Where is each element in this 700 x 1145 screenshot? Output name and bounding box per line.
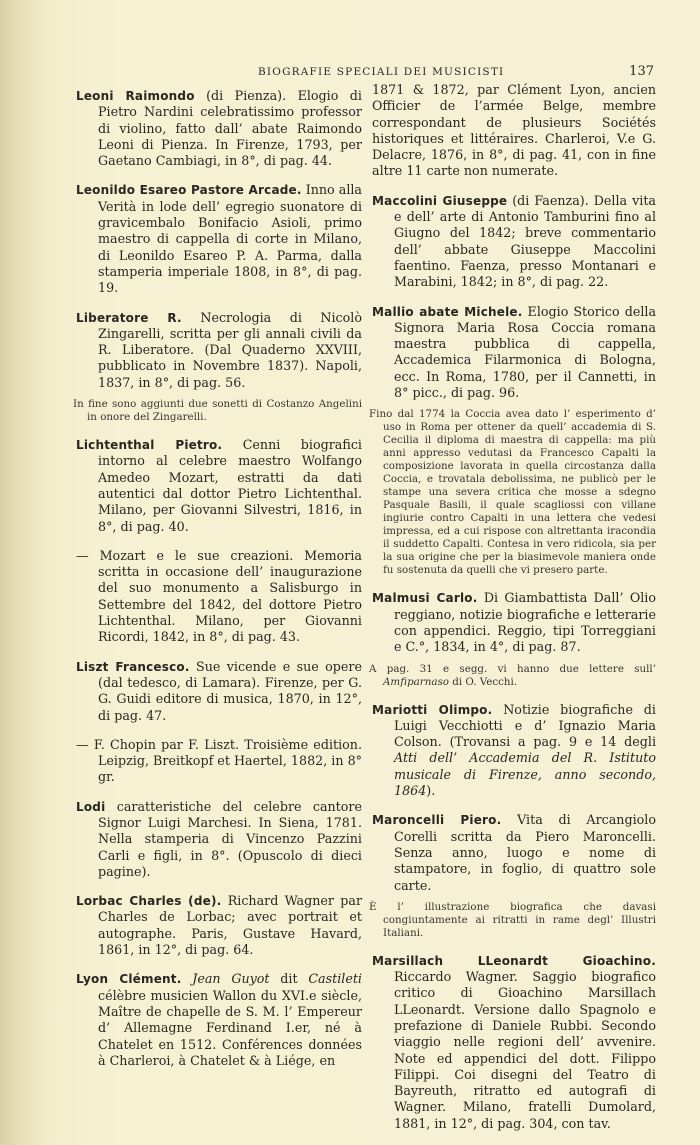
entry-text: Sue vicende e sue opere (dal tedesco, di Lamara). Firenze, per G. G. Guidi editore di musica, 1870, in 12°, di pag. 47. [98, 658, 362, 723]
entry-name: Lyon Clément. [76, 972, 182, 987]
entry-text: Di Giambattista Dall’ Olio reggiano, notizie biografiche e letterarie con appendici. Reggio, tipi Torreggiani e C.°, 1834, in 4°, di pag. 87. [394, 590, 657, 655]
entry-name: Liberatore R. [76, 310, 182, 325]
right-column [369, 82, 657, 1145]
entry-note [369, 663, 656, 689]
entry-note: Fino dal 1774 la Coccia avea dato l’ esperimento d’ uso in Roma per ottener da quell’ accademia di S. Cecilia il diploma di maestra di cappella: ma più anni appresso vedutasi da Francesco Capalti la composizione lavorata in quella circostanza dalla Coccia, e trovatala debolissima, ne publicò per le stampe una severa critica che mosse a sdegno Pasquale Basili, il quale scagliossi con villane ingiurie contro Capalti in una lettera che vedesi impressa, ed a cui rispose con altrettanta iracondia il suddetto Capalti. Contesa in vero ridicola, sia per la sua origine che per la biasimevole maniera onde fu sostenuta da quelli che vi presero parte. [369, 408, 656, 577]
entry-text: dit [269, 971, 309, 987]
entry-malmusi [372, 590, 656, 655]
entry-name: Liszt Francesco. [76, 659, 190, 674]
entry-dash-continuation: — F. Chopin par F. Liszt. Troisième edition. Leipzig, Breitkopf et Haertel, 1882, in 8° gr. [76, 736, 362, 785]
entry-text: Riccardo Wagner. Saggio biografico critico di Gioachino Marsillach LLeonardt. Versione dallo Spagnolo e prefazione di Daniele Rubbi. Secondo viaggio nelle regioni dell’ avvenire. Note ed appendici del dott. Filippo Filippi. Coi disegni del Teatro di Bayreuth, ritratto ed autografi di Wagner. Milano, fratelli Dumolard, 1881, in 12°, di pag. 304, con tav. [394, 969, 656, 1131]
entry-text: Cenni biografici intorno al celebre maestro Wolfango Amedeo Mozart, estratti da dati autentici dal dottor Pietro Lichtenthal. Milano, per Giovanni Silvestri, 1816, in 8°, di pag. 40. [98, 437, 362, 534]
entry-text: Notizie biografiche di Luigi Vecchiotti e d’ Ignazio Maria Colson. (Trovansi a pag. 9 e 14 degli [394, 701, 656, 750]
page-number: 137 [629, 64, 654, 79]
entry-lyon [76, 971, 362, 1069]
entry-lyon-continued: 1871 & 1872, par Clément Lyon, ancien Officier de l’armée Belge, membre correspondant de plusieurs Sociétés historiques et littéraires. Charleroi, V.e G. Delacre, 1876, in 8°, di pag. 41, con in fine altre 11 carte non numerate. [372, 82, 656, 179]
entry-mariotti [372, 702, 656, 800]
entry-name: Marsillach LLeonardt Gioachino. [372, 953, 656, 968]
entry-name: Maroncelli Piero. [372, 813, 502, 828]
entry-lichtenthal [76, 437, 362, 535]
running-title: BIOGRAFIE SPECIALI DEI MUSICISTI [258, 66, 505, 78]
entry-name: Maccolini Giuseppe [372, 193, 508, 208]
entry-name: Lorbac Charles (de). [76, 894, 222, 909]
entry-liszt [76, 659, 362, 724]
entry-dash-continuation: — Mozart e le sue creazioni. Memoria scritta in occasione dell’ inaugurazione del suo monumento a Salisburgo in Settembre del 1842, del dottore Pietro Lichtenthal. Milano, per Giovanni Ricordi, 1842, in 8°, di pag. 43. [76, 547, 362, 645]
entry-text: ). [426, 783, 436, 799]
entry-name: Leonildo Esareo Pastore Arcade. [76, 183, 302, 198]
entry-italic: Atti dell’ Accademia del R. Istituto musicale di Firenze, anno secondo, 1864 [394, 750, 656, 799]
entry-liberatore [76, 310, 362, 391]
entry-text: Vita di Arcangiolo Corelli scritta da Piero Maroncelli. Senza anno, luogo e nome di stampatore, in foglio, di quattro sole carte. [394, 812, 656, 893]
entry-text: Inno alla Verità in lode dell’ egregio suonatore di gravicembalo Bonifacio Asioli, primo maestro di cappella di corte in Milano, di Leonildo Esareo P. A. Parma, dalla stamperia imperiale 1808, in 8°, di pag. 19. [98, 182, 362, 296]
entry-italic: Castileti [308, 971, 362, 987]
entry-text: Necrologia di Nicolò Zingarelli, scritta per gli annali civili da R. Liberatore. (Dal Quaderno XXVIII, pubblicato in Novembre 1837). Napoli, 1837, in 8°, di pag. 56. [98, 309, 362, 390]
left-column [73, 88, 363, 1082]
entry-leoni [76, 88, 362, 169]
entry-marsillach [372, 953, 656, 1132]
entry-name: Malmusi Carlo. [372, 591, 478, 606]
entry-name: Mallio abate Michele. [372, 304, 523, 319]
entry-text: Richard Wagner par Charles de Lorbac; avec portrait et autographe. Paris, Gustave Havard, 1861, in 12°, di pag. 64. [98, 893, 363, 958]
entry-maccolini [372, 193, 656, 291]
note-text: A pag. 31 e segg. vi hanno due lettere sull’ [369, 662, 656, 675]
entry-leonildo [76, 182, 362, 296]
entry-italic: Jean Guyot [181, 971, 270, 987]
running-header [258, 66, 654, 78]
entry-text: célèbre musicien Wallon du XVI.e siècle, Maître de chapelle de S. M. l’ Empereur d’ Allemagne Ferdinand I.er, né à Chatelet en 1512. Conférences données à Charleroi, à Chatelet & à Liége, en [98, 987, 362, 1068]
entry-note: In fine sono aggiunti due sonetti di Costanzo Angelini in onore del Zingarelli. [73, 398, 362, 424]
entry-mallio [372, 304, 656, 402]
entry-note: È l’ illustrazione biografica che davasi congiuntamente ai ritratti in rame degl’ Illustri Italiani. [369, 900, 656, 939]
entry-text: Elogio Storico della Signora Maria Rosa Coccia romana maestra pubblica di cappella, Accademica Filarmonica di Bologna, ecc. In Roma, 1780, per il Cannetti, in 8° picc., di pag. 96. [394, 303, 657, 401]
entry-name: Lichtenthal Pietro. [76, 438, 223, 453]
entry-maroncelli [372, 812, 656, 893]
note-italic: Amfiparnaso [383, 675, 449, 688]
entry-lodi [76, 799, 362, 880]
entry-text: (di Faenza). Della vita e dell’ arte di Antonio Tamburini fino al Giugno del 1842; breve commentario dell’ abbate Giuseppe Maccolini faentino. Faenza, presso Montanari e Marabini, 1842; in 8°, di pag. 22. [394, 192, 656, 290]
entry-lorbac [76, 893, 362, 958]
entry-text: caratteristiche del celebre cantore Signor Luigi Marchesi. In Siena, 1781. Nella stamperia di Vincenzo Pazzini Carli e figli, in 8°. (Opuscolo di dieci pagine). [98, 798, 362, 879]
entry-name: Mariotti Olimpo. [372, 702, 493, 717]
entry-text: (di Pienza). Elogio di Pietro Nardini celebratissimo professor di violino, fatto dall’ abate Raimondo Leoni di Pienza. In Firenze, 1793, per Gaetano Cambiagi, in 8°, di pag. 44. [98, 88, 362, 169]
entry-name: Lodi [76, 799, 106, 814]
entry-name: Leoni Raimondo [76, 89, 195, 103]
note-text: di O. Vecchi. [448, 675, 518, 688]
